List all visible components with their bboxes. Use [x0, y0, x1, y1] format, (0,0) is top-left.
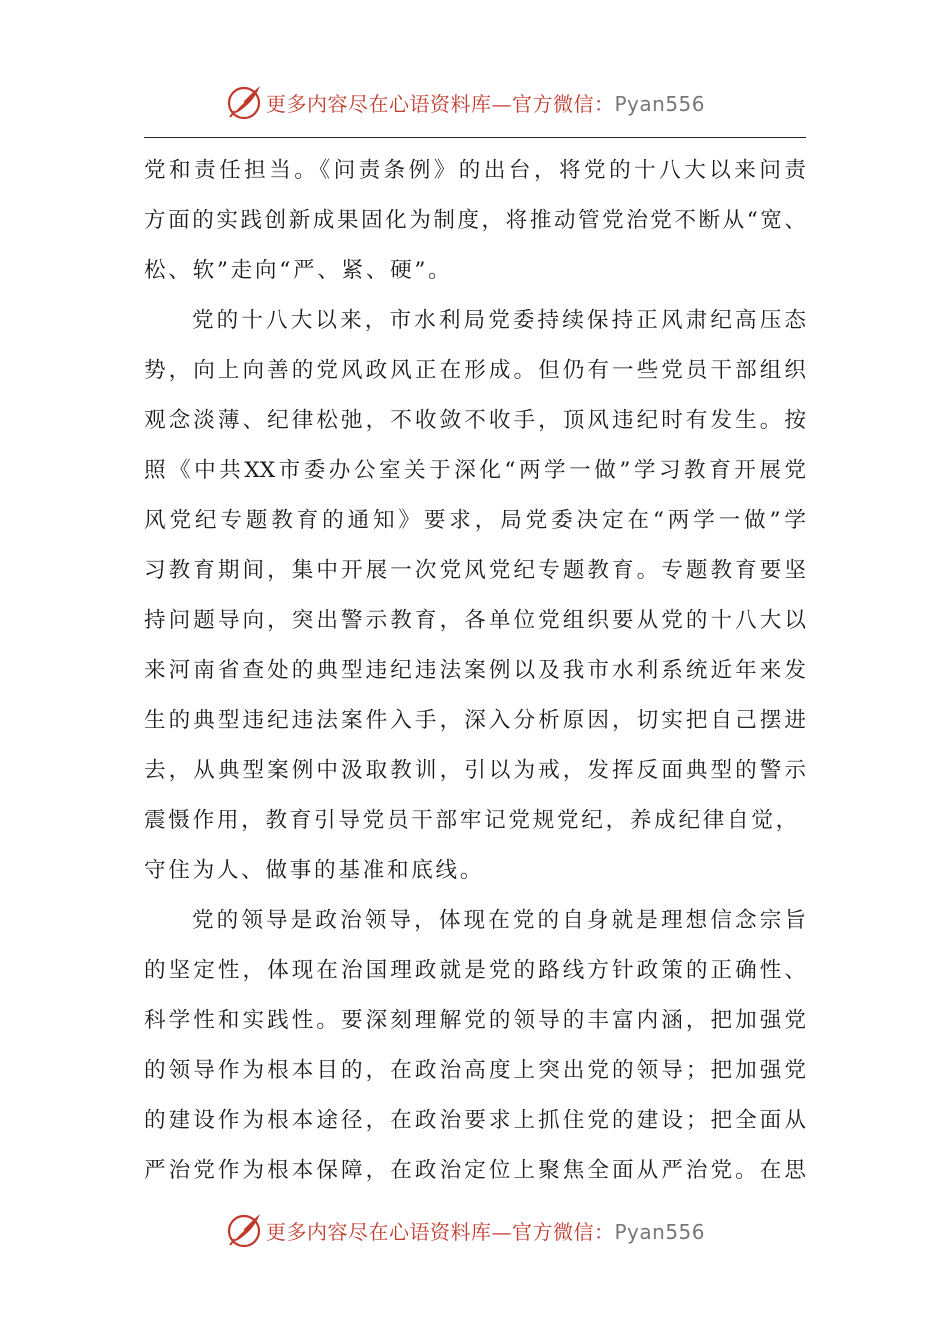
text-line: 的建设作为根本途径，在政治要求上抓住党的建设；把全面从	[144, 1108, 806, 1133]
text-line: 守住为人、做事的基准和底线。	[144, 858, 485, 883]
text-line: 习教育期间，集中开展一次党风党纪专题教育。专题教育要坚	[144, 558, 806, 583]
text-line: 的领导作为根本目的，在政治高度上突出党的领导；把加强党	[144, 1058, 806, 1083]
contact-id: Pyan556	[614, 1219, 706, 1244]
text-line: 震慑作用，教育引导党员干部牢记党规党纪，养成纪律自觉，	[144, 808, 800, 833]
text-line: 来河南省查处的典型违纪违法案例以及我市水利系统近年来发	[144, 658, 806, 683]
text-line: 的坚定性，体现在治国理政就是党的路线方针政策的正确性、	[144, 958, 806, 983]
text-line: 党的十八大以来，市水利局党委持续保持正风肃纪高压态	[192, 308, 806, 333]
contact-label: 官方微信：	[512, 91, 615, 116]
header-divider	[144, 137, 806, 138]
header-banner-text	[266, 88, 705, 117]
paragraph-2	[144, 296, 806, 896]
banner-dash: —	[491, 91, 512, 116]
text-line: 风党纪专题教育的通知》要求，局党委决定在“两学一做”学	[144, 508, 806, 533]
text-line: 观念淡薄、纪律松弛，不收敛不收手，顶风违纪时有发生。按	[144, 408, 806, 433]
text-line: 持问题导向，突出警示教育，各单位党组织要从党的十八大以	[144, 608, 806, 633]
site-name: 更多内容尽在心语资料库	[266, 91, 492, 116]
contact-id: Pyan556	[614, 91, 706, 116]
text-line: 党的领导是政治领导，体现在党的自身就是理想信念宗旨	[192, 908, 806, 933]
document-body	[144, 146, 806, 1196]
text-line: 党和责任担当。《问责条例》的出台，将党的十八大以来问责	[144, 158, 806, 183]
contact-label: 官方微信：	[512, 1219, 615, 1244]
text-line: 生的典型违纪违法案件入手，深入分析原因，切实把自己摆进	[144, 708, 806, 733]
text-line: 方面的实践创新成果固化为制度，将推动管党治党不断从“宽、	[144, 208, 806, 233]
footer-banner	[0, 1208, 950, 1252]
text-line: 去，从典型案例中汲取教训，引以为戒，发挥反面典型的警示	[144, 758, 806, 783]
text-line: 势，向上向善的党风政风正在形成。但仍有一些党员干部组织	[144, 358, 806, 383]
text-line: 科学性和实践性。要深刻理解党的领导的丰富内涵，把加强党	[144, 1008, 806, 1033]
text-line: 照《中共XX市委办公室关于深化“两学一做”学习教育开展党	[144, 458, 806, 483]
footer-banner-text	[266, 1216, 705, 1245]
banner-dash: —	[491, 1219, 512, 1244]
text-line: 松、软”走向“严、紧、硬”。	[144, 258, 453, 283]
header-banner	[0, 80, 950, 124]
site-name: 更多内容尽在心语资料库	[266, 1219, 492, 1244]
quill-pen-logo-icon	[224, 82, 264, 122]
text-line: 严治党作为根本保障，在政治定位上聚焦全面从严治党。在思	[144, 1158, 806, 1183]
paragraph-3	[144, 896, 806, 1196]
paragraph-1	[144, 146, 806, 296]
quill-pen-logo-icon	[224, 1210, 264, 1250]
